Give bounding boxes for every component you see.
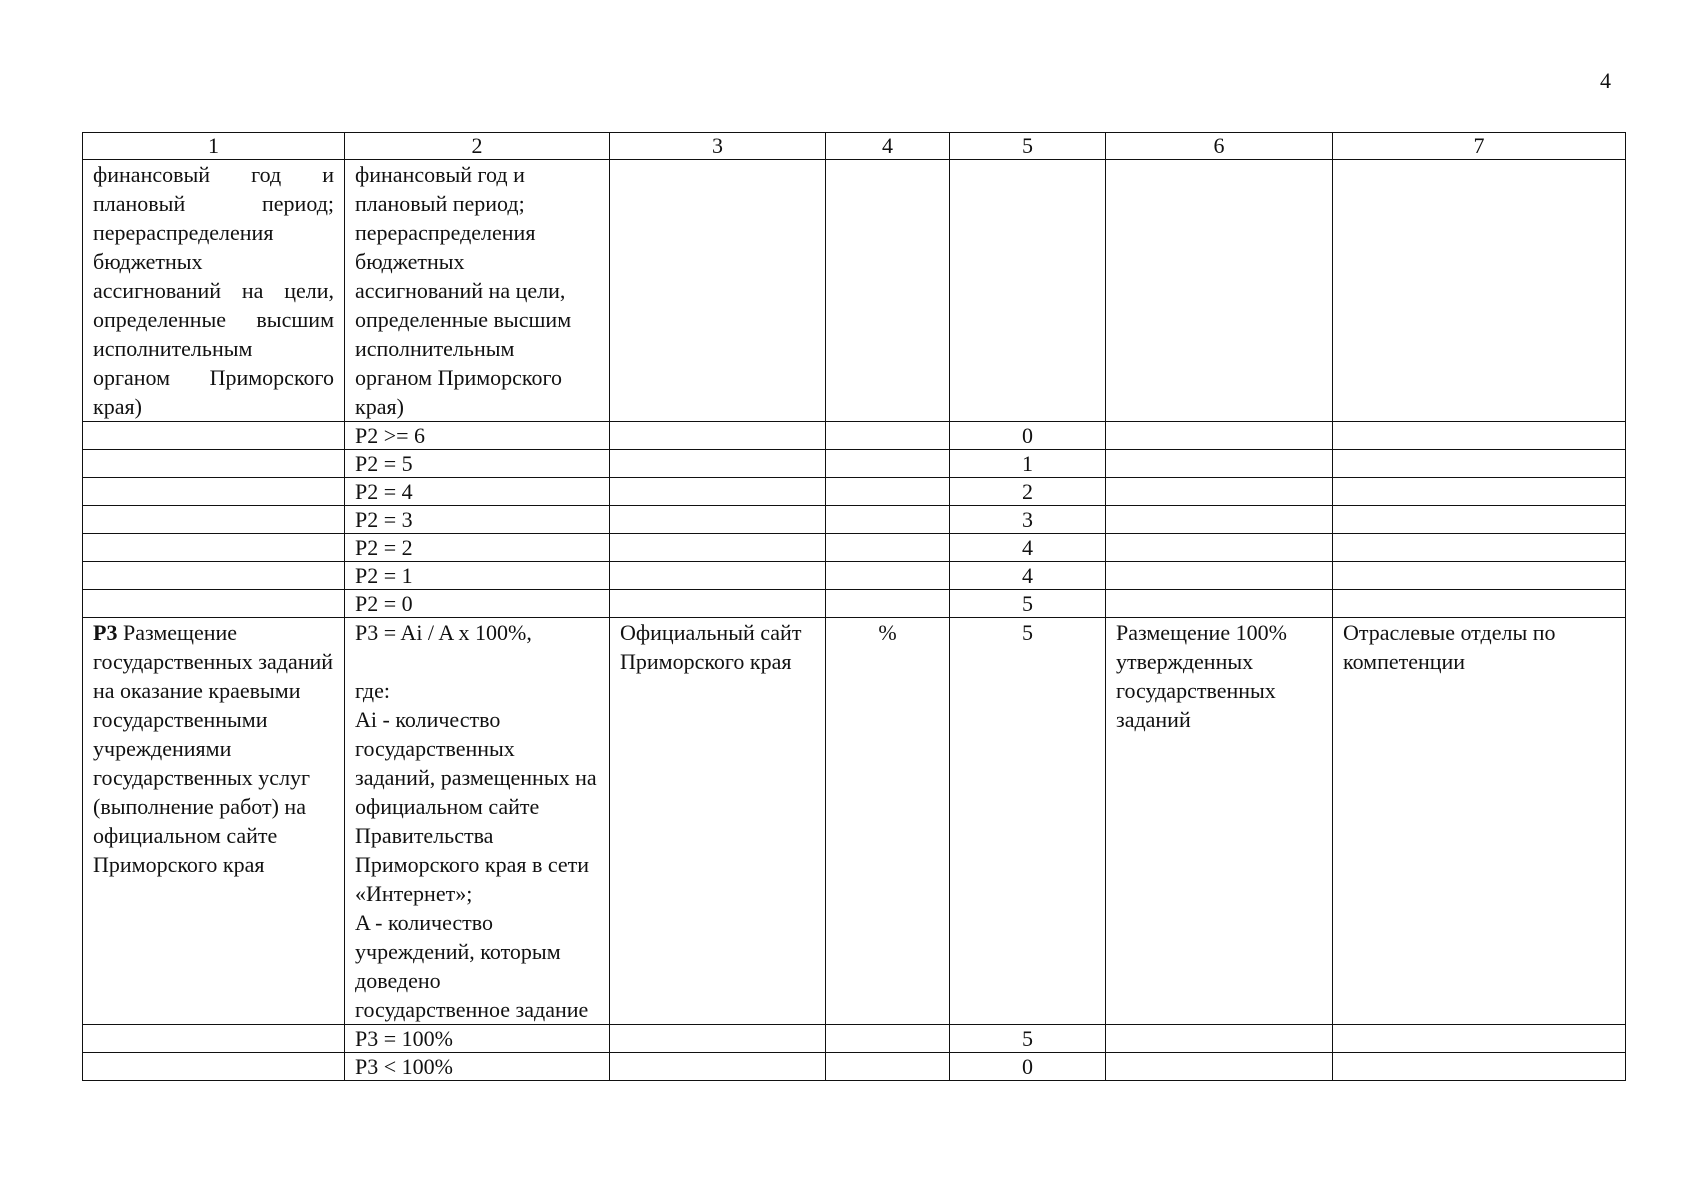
p2-score-row <box>83 478 1626 506</box>
score-value: 5 <box>950 590 1106 618</box>
column-number: 6 <box>1106 133 1333 160</box>
column-numbers-row <box>83 133 1626 160</box>
empty-cell <box>610 160 826 422</box>
score-value: 2 <box>950 478 1106 506</box>
score-condition: P3 = 100% <box>345 1025 610 1053</box>
indicator-code: P3 <box>93 620 118 645</box>
score-condition: P2 = 5 <box>345 450 610 478</box>
p3-score-row <box>83 1025 1626 1053</box>
formula-continued: финансовый год и плановый период; перераспределения бюджетных ассигнований на цели, определенные высшим исполнительным органом Приморского края) <box>345 160 610 422</box>
page-number: 4 <box>1600 68 1611 93</box>
criteria-table <box>82 132 1626 1081</box>
target-value: Размещение 100% утвержденных государственных заданий <box>1106 618 1333 1025</box>
score-condition: P2 = 1 <box>345 562 610 590</box>
score-condition: P2 = 3 <box>345 506 610 534</box>
column-number: 1 <box>83 133 345 160</box>
empty-cell <box>1106 160 1333 422</box>
continuation-row <box>83 160 1626 422</box>
score-condition: P2 = 2 <box>345 534 610 562</box>
indicator-formula: P3 = Ai / A x 100%, где: Ai - количество государственных заданий, размещенных на официальном сайте Правительства Приморского края в сети «Интернет»; A - количество учреждений, которым доведено государственное задание <box>345 618 610 1025</box>
p2-score-row <box>83 450 1626 478</box>
column-number: 4 <box>826 133 950 160</box>
p3-score-row <box>83 1053 1626 1081</box>
column-number: 5 <box>950 133 1106 160</box>
score-value: 4 <box>950 534 1106 562</box>
p3-indicator-row <box>83 618 1626 1025</box>
score-value: 3 <box>950 506 1106 534</box>
indicator-name <box>83 618 345 1025</box>
score-value: 5 <box>950 1025 1106 1053</box>
score-value: 1 <box>950 450 1106 478</box>
score-condition: P2 >= 6 <box>345 422 610 450</box>
column-number: 3 <box>610 133 826 160</box>
score-value: 0 <box>950 1053 1106 1081</box>
responsible: Отраслевые отделы по компетенции <box>1333 618 1626 1025</box>
empty-cell <box>826 160 950 422</box>
score-condition: P3 < 100% <box>345 1053 610 1081</box>
p2-score-row <box>83 562 1626 590</box>
unit: % <box>826 618 950 1025</box>
score-value: 0 <box>950 422 1106 450</box>
score-condition: P2 = 0 <box>345 590 610 618</box>
p2-score-row <box>83 506 1626 534</box>
score-condition: P2 = 4 <box>345 478 610 506</box>
p2-score-row <box>83 422 1626 450</box>
max-score: 5 <box>950 618 1106 1025</box>
empty-cell <box>950 160 1106 422</box>
empty-cell <box>1333 160 1626 422</box>
indicator-name-continued: финансовый год и плановый период; перераспределения бюджетных ассигнований на цели, определенные высшим исполнительным органом Приморского края) <box>83 160 345 422</box>
data-source: Официальный сайт Приморского края <box>610 618 826 1025</box>
score-value: 4 <box>950 562 1106 590</box>
p2-score-row <box>83 590 1626 618</box>
p2-score-row <box>83 534 1626 562</box>
column-number: 7 <box>1333 133 1626 160</box>
column-number: 2 <box>345 133 610 160</box>
indicator-title: Размещение государственных заданий на оказание краевыми государственными учреждениями государственных услуг (выполнение работ) на официальном сайте Приморского края <box>93 620 334 877</box>
